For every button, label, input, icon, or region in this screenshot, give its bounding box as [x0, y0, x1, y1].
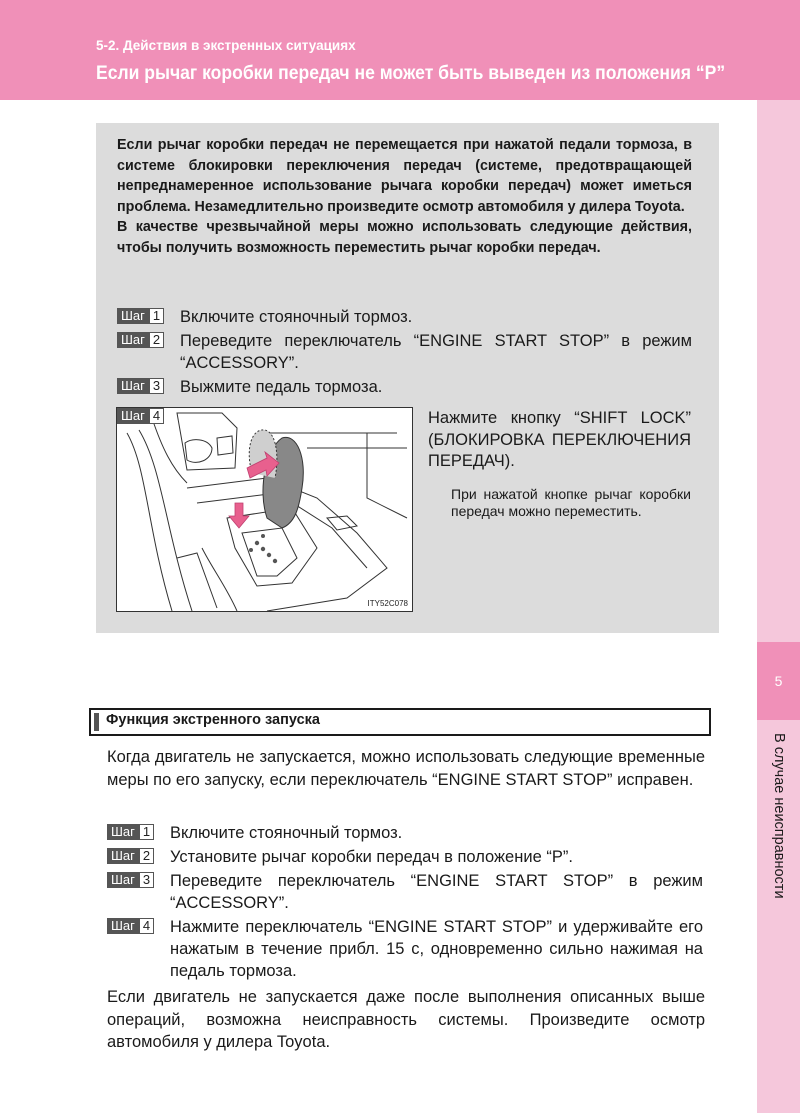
step-text: Включите стояночный тормоз. [180, 308, 413, 326]
page-title: Если рычаг коробки передач не может быть выведен из положения “Р” [96, 62, 726, 84]
step-text: Переведите переключатель “ENGINE START STOP” в режим “ACCESSORY”. [170, 872, 703, 912]
step-badge: Шаг 2 [117, 332, 164, 348]
step-text: Переведите переключатель “ENGINE START STOP” в режим “ACCESSORY”. [180, 332, 692, 372]
emergency-step-1 [107, 822, 705, 844]
caution-step-1 [117, 306, 692, 328]
caution-step-3 [117, 376, 692, 398]
caution-paragraph-1: Если рычаг коробки передач не перемещается при нажатой педали тормоза, в системе блокировки переключения передач (системе, предотвращающей непреднамеренное использование рычага коробки передач) может иметься проблема. Незамедлительно произведите осмотр автомобиля у дилера Toyota. [117, 137, 692, 215]
chapter-tab-label: В случае неисправности [771, 733, 787, 899]
step-text: Установите рычаг коробки передач в положение “P”. [170, 848, 573, 866]
emergency-step-2 [107, 846, 705, 868]
step-text: Включите стояночный тормоз. [170, 824, 403, 842]
caution-step-4-note: При нажатой кнопке рычаг коробки передач можно переместить. [451, 486, 691, 519]
emergency-step-3 [107, 870, 705, 914]
step-badge: Шаг 1 [117, 308, 164, 324]
section-heading [89, 708, 711, 736]
chapter-tab-number[interactable]: 5 [757, 642, 800, 720]
side-strip [757, 100, 800, 1113]
heading-bar [94, 713, 99, 731]
emergency-intro: Когда двигатель не запускается, можно использовать следующие временные меры по его запуску, если переключатель “ENGINE START STOP” исправен. [107, 748, 705, 789]
step-text: Нажмите переключатель “ENGINE START STOP” и удерживайте его нажатым в течение прибл. 15 с, одновременно сильно нажимая на педаль тормоза. [170, 918, 703, 980]
emergency-step-4 [107, 916, 705, 982]
figure-code: ITY52C078 [367, 599, 408, 608]
step-badge: Шаг 3 [117, 378, 164, 394]
console-drawing [117, 408, 412, 611]
step-badge: Шаг 1 [107, 824, 154, 840]
emergency-outro: Если двигатель не запускается даже после выполнения описанных выше операций, возможна неисправность системы. Произведите осмотр автомобиля у дилера Toyota. [107, 988, 705, 1051]
step-text: Выжмите педаль тормоза. [180, 378, 383, 396]
step-badge: Шаг 3 [107, 872, 154, 888]
section-heading-label: Функция экстренного запуска [106, 712, 320, 728]
step-badge: Шаг 4 [107, 918, 154, 934]
page-header [0, 0, 800, 100]
shift-lock-illustration [116, 407, 413, 612]
step-badge: Шаг 2 [107, 848, 154, 864]
caution-step-2 [117, 330, 692, 374]
caution-step-4-text: Нажмите кнопку “SHIFT LOCK” (БЛОКИРОВКА ПЕРЕКЛЮЧЕНИЯ ПЕРЕДАЧ). [428, 409, 691, 470]
step-badge: Шаг 4 [117, 408, 164, 424]
caution-paragraph-2: В качестве чрезвычайной меры можно использовать следующие действия, чтобы получить возможность переместить рычаг коробки передач. [117, 219, 692, 256]
caution-text [117, 135, 692, 258]
section-label: 5-2. Действия в экстренных ситуациях [96, 38, 356, 53]
